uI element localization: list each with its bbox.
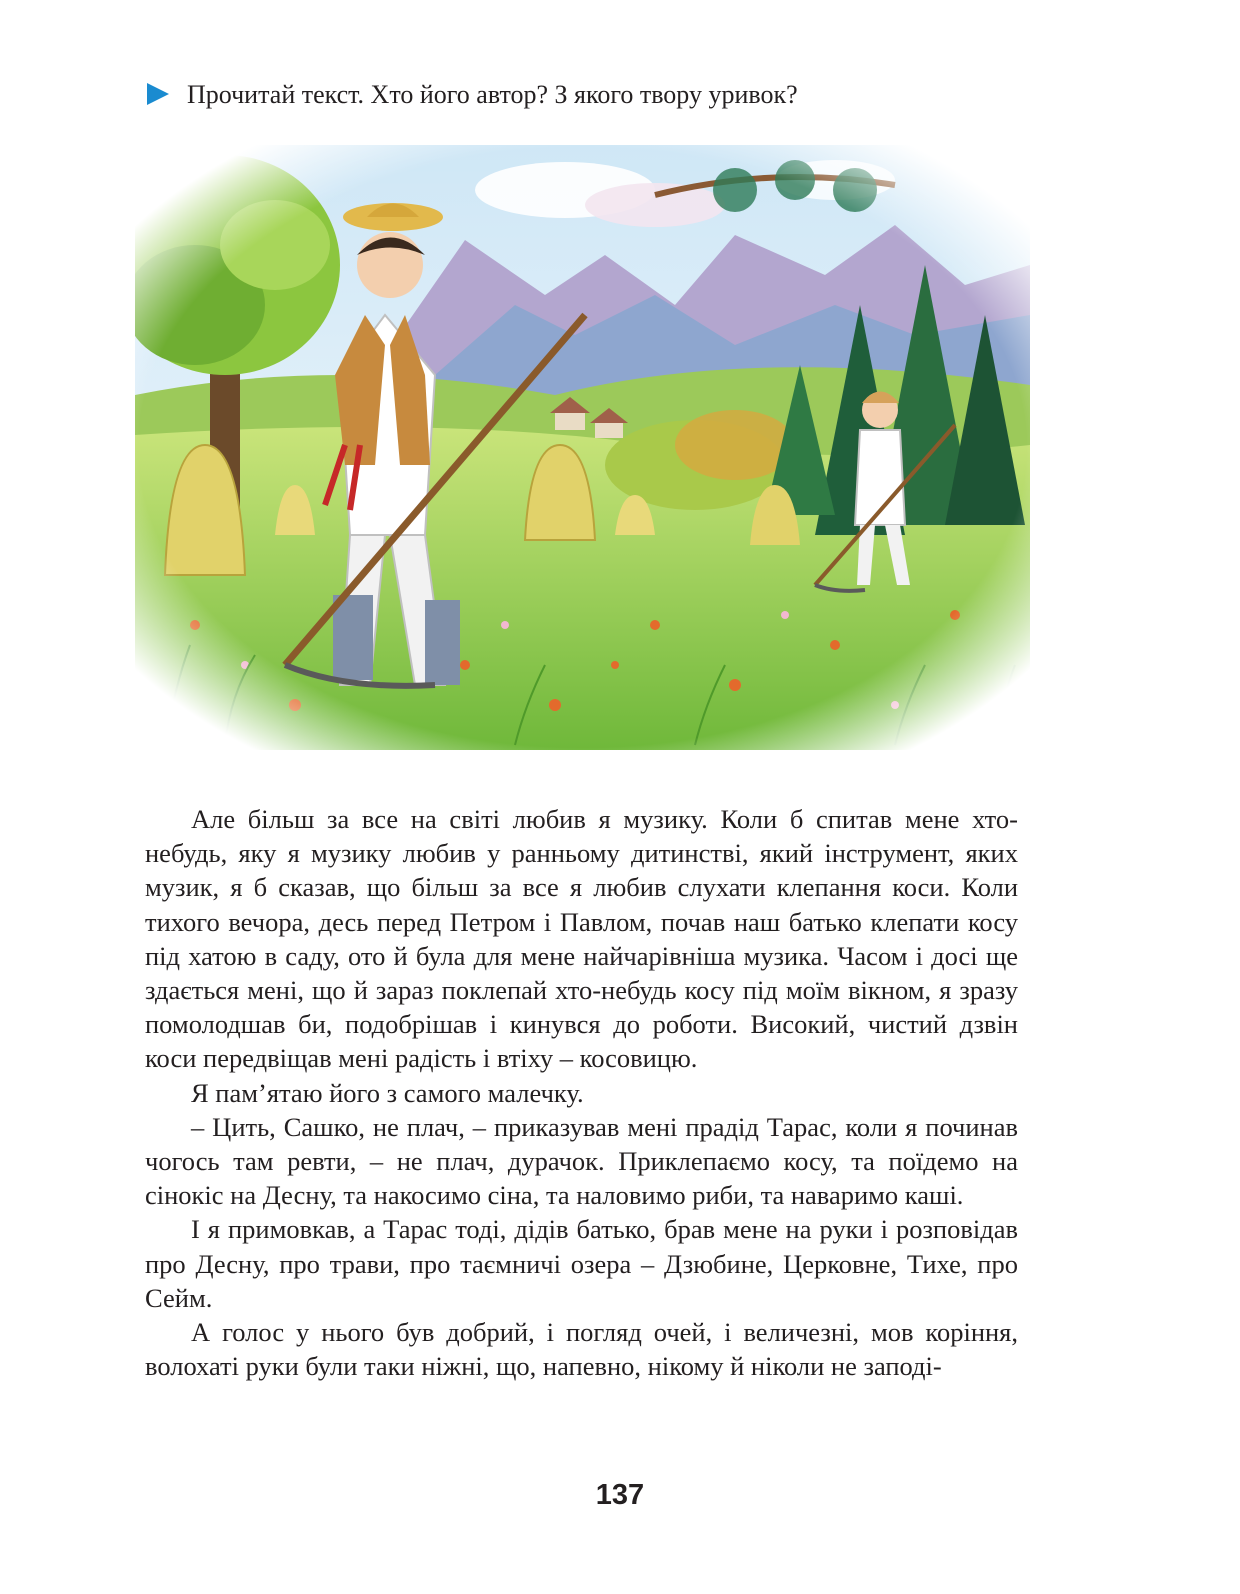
paragraph: А голос у нього був добрий, і погляд очей, і величезні, мов коріння, волохаті руки були таки ніжні, що, напевно, нікому й ніколи не заподі- (145, 1317, 1018, 1382)
paragraph: І я примовкав, а Тарас тоді, дідів батько, брав мене на руки і розповідав про Десну, про трави, про таємничі озера – Дзюбине, Церковне, Тихе, про Сейм. (145, 1214, 1018, 1313)
triangle-arrow-icon (147, 83, 169, 105)
paragraph: Але більш за все на світі любив я музику. Коли б спитав мене хто-небудь, яку я музику любив у ранньому дитинстві, який інструмент, яких музик, я б сказав, що більш за все я любив слухати клепання коси. Коли тихого вечора, десь перед Петром і Павлом, почав наш батько клепати косу під хатою в саду, ото й була для мене найчарівніша музика. Часом і досі ще здається мені, що й зараз поклепай хто-небудь косу під моїм вікном, я зразу помолодшав би, подобрішав і кинувся до роботи. Високий, чистий дзвін коси передвіщав мені радість і втіху – косовицю. (145, 804, 1018, 1074)
story-text (145, 802, 1018, 1383)
mowing-illustration (135, 145, 1030, 750)
task-instruction (147, 78, 1107, 118)
paragraph: Я пам’ятаю його з самого малечку. (191, 1077, 584, 1108)
paragraph: – Цить, Сашко, не плач, – приказував мені прадід Тарас, коли я починав чогось там ревти, – не плач, дурачок. Приклепаємо косу, та поїдемо на сінокіс на Десну, та накосимо сіна, та наловимо риби, та наваримо каші. (145, 1111, 1018, 1211)
mowing-illustration-icon (135, 145, 1030, 750)
page-number: 137 (595, 1479, 645, 1511)
task-text: Прочитай текст. Хто його автор? З якого твору уривок? (187, 80, 798, 109)
